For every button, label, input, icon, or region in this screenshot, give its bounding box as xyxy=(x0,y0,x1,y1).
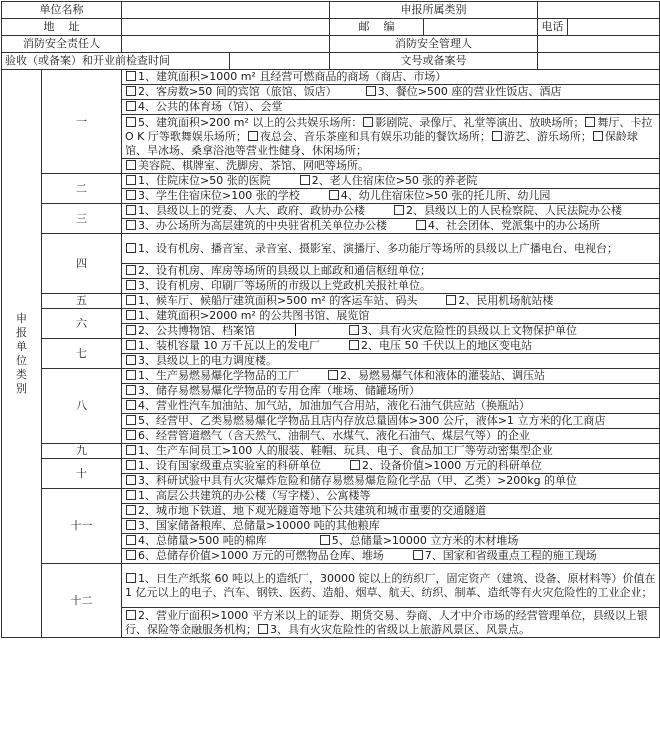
category-value[interactable] xyxy=(538,2,660,19)
category-11-row-3: 3、国家储备粮库、总储量>10000 吨的其他粮库 xyxy=(122,519,660,534)
category-8-row-3: 4、营业性汽车加油站、加气站，加油加气合用站，液化石油气供应站（换瓶站） xyxy=(122,399,660,414)
phone-value[interactable] xyxy=(568,19,660,36)
inspection-time-label: 验收（或备案）和开业前检查时间 xyxy=(2,53,230,70)
checkbox[interactable] xyxy=(126,101,136,111)
category-8-row-2: 3、储存易燃易爆化学物品的专用仓库（堆场、储罐场所） xyxy=(122,384,660,399)
fire-manager-label: 消防安全管理人 xyxy=(330,36,538,53)
inspection-time-value[interactable] xyxy=(230,53,330,70)
checkbox[interactable] xyxy=(258,624,268,634)
category-3-row-1: 1、县级以上的党委、人大、政府、政协办公楼 2、县级以上的人民检察院、人民法院办公楼 xyxy=(122,204,660,219)
checkbox[interactable] xyxy=(126,430,136,440)
side-label: 申 报 单 位 类 别 xyxy=(2,70,42,638)
checkbox[interactable] xyxy=(320,535,330,545)
category-7-label: 七 xyxy=(42,339,122,369)
checkbox[interactable] xyxy=(126,160,136,170)
checkbox[interactable] xyxy=(413,550,423,560)
category-8-row-1: 1、生产易燃易爆化学物品的工厂 2、易燃易爆气体和液体的灌装站、调压站 xyxy=(122,369,660,384)
doc-no-label: 文号或备案号 xyxy=(330,53,538,70)
category-11-row-5: 6、总储存价值>1000 万元的可燃物品仓库、堆场 7、国家和省级重点工程的施工现场 xyxy=(122,549,660,564)
category-10-row-1: 1、设有国家级重点实验室的科研单位 2、设备价值>1000 万元的科研单位 xyxy=(122,459,660,474)
checkbox[interactable] xyxy=(492,131,502,141)
checkbox[interactable] xyxy=(593,131,603,141)
category-2-row-2: 3、学生住宿床位>100 张的学校 4、幼儿住宿床位>50 张的托儿所、幼儿园 xyxy=(122,189,660,204)
checkbox[interactable] xyxy=(126,415,136,425)
checkbox[interactable] xyxy=(329,190,339,200)
checkbox[interactable] xyxy=(446,295,456,305)
category-7-row-2: 3、县级以上的电力调度楼。 xyxy=(122,354,660,369)
category-8-label: 八 xyxy=(42,369,122,444)
fire-safety-registration-form xyxy=(1,1,659,638)
checkbox[interactable] xyxy=(126,265,136,275)
category-1-row-1: 1、建筑面积>1000 m² 且经营可燃商品的商场（商店、市场） xyxy=(122,70,660,85)
category-11-label: 十一 xyxy=(42,489,122,564)
fire-responsible-label: 消防安全责任人 xyxy=(2,36,122,53)
category-6-row-1: 1、建筑面积>2000 m² 的公共图书馆、展览馆 xyxy=(122,309,660,324)
checkbox[interactable] xyxy=(126,535,136,545)
checkbox[interactable] xyxy=(126,243,136,253)
text-cursor xyxy=(295,324,296,336)
category-2-label: 二 xyxy=(42,174,122,204)
checkbox[interactable] xyxy=(126,310,136,320)
category-8-row-4: 5、经营甲、乙类易燃易爆化学物品且店内存放总量固体>300 公斤，液体>1 立方米的化工商店 xyxy=(122,414,660,429)
checkbox[interactable] xyxy=(126,86,136,96)
category-7-row-1: 1、装机容量 10 万千瓦以上的发电厂 2、电压 50 千伏以上的地区变电站 xyxy=(122,339,660,354)
checkbox[interactable] xyxy=(126,385,136,395)
fire-manager-value[interactable] xyxy=(538,36,660,53)
checkbox[interactable] xyxy=(126,355,136,365)
checkbox[interactable] xyxy=(126,520,136,530)
category-9-label: 九 xyxy=(42,444,122,459)
checkbox[interactable] xyxy=(126,475,136,485)
category-1-label: 一 xyxy=(42,70,122,174)
checkbox[interactable] xyxy=(126,175,136,185)
category-10-label: 十 xyxy=(42,459,122,489)
checkbox[interactable] xyxy=(328,370,338,380)
category-3-row-2: 3、办公场所为高层建筑的中央驻省机关单位办公楼 4、社会团体、党派集中的办公场所 xyxy=(122,219,660,234)
checkbox[interactable] xyxy=(126,370,136,380)
checkbox[interactable] xyxy=(126,325,136,335)
form-table xyxy=(1,1,660,638)
checkbox[interactable] xyxy=(366,86,376,96)
address-label: 地 址 xyxy=(2,19,122,36)
category-4-row-3: 3、设有机房、印刷厂等场所的市级以上党政机关报社单位。 xyxy=(122,279,660,294)
category-label: 申报所属类别 xyxy=(330,2,538,19)
category-6-label: 六 xyxy=(42,309,122,339)
category-10-row-2: 3、科研试验中具有火灾爆炸危险和储存易燃易爆危险化学品（甲、乙类）>200kg 的单位 xyxy=(122,474,660,489)
address-value[interactable] xyxy=(122,19,330,36)
category-11-row-2: 2、城市地下铁道、地下观光隧道等地下公共建筑和城市重要的交通隧道 xyxy=(122,504,660,519)
category-11-row-1: 1、高层公共建筑的办公楼（写字楼）、公寓楼等 xyxy=(122,489,660,504)
checkbox[interactable] xyxy=(126,117,136,127)
category-11-row-4: 4、总储量>500 吨的棉库 5、总储量>10000 立方米的木材堆场 xyxy=(122,534,660,549)
category-1-row-2: 2、客房数>50 间的宾馆（旅馆、饭店） 3、餐位>500 座的营业性饭店、酒店 xyxy=(122,85,660,100)
checkbox[interactable] xyxy=(363,117,373,127)
checkbox[interactable] xyxy=(349,325,359,335)
checkbox[interactable] xyxy=(126,460,136,470)
postal-label: 邮 编 xyxy=(330,19,424,36)
fire-responsible-value[interactable] xyxy=(122,36,330,53)
category-6-row-2: 2、公共博物馆、档案馆 3、具有火灾危险性的县级以上文物保护单位 xyxy=(122,324,660,339)
checkbox[interactable] xyxy=(126,220,136,230)
checkbox[interactable] xyxy=(126,490,136,500)
category-5-label: 五 xyxy=(42,294,122,309)
category-12-label: 十二 xyxy=(42,564,122,638)
checkbox[interactable] xyxy=(585,117,595,127)
category-5-row-1: 1、候车厅、候船厅建筑面积>500 m² 的客运车站、码头 2、民用机场航站楼 xyxy=(122,294,660,309)
category-12-row-1: 1、日生产纸浆 60 吨以上的造纸厂，30000 锭以上的纺织厂，固定资产（建筑、设备、原材料等）价值在 1 亿元以上的电子、汽车、钢铁、医药、造船、烟草、航天、纺织、制革、造纸等有火灾危险性的工业企业； xyxy=(122,564,660,608)
category-8-row-5: 6、经营管道燃气（含天然气、油制气、水煤气、液化石油气、煤层气等）的企业 xyxy=(122,429,660,444)
checkbox[interactable] xyxy=(126,280,136,290)
checkbox[interactable] xyxy=(394,205,404,215)
category-2-row-1: 1、住院床位>50 张的医院 2、老人住宿床位>50 张的养老院 xyxy=(122,174,660,189)
category-4-row-1: 1、设有机房、播音室、录音室、摄影室、演播厅、多功能厅等场所的县级以上广播电台、电视台； xyxy=(122,234,660,264)
unit-name-value[interactable] xyxy=(122,2,330,19)
checkbox[interactable] xyxy=(350,460,360,470)
category-3-label: 三 xyxy=(42,204,122,234)
checkbox[interactable] xyxy=(126,573,136,583)
checkbox[interactable] xyxy=(126,505,136,515)
checkbox[interactable] xyxy=(126,445,136,455)
doc-no-value[interactable] xyxy=(538,53,660,70)
checkbox[interactable] xyxy=(349,340,359,350)
checkbox[interactable] xyxy=(126,71,136,81)
checkbox[interactable] xyxy=(126,205,136,215)
checkbox[interactable] xyxy=(416,220,426,230)
category-1-row-5: 美容院、棋牌室、洗脚房、茶馆、网吧等场所。 xyxy=(122,159,660,174)
phone-label: 电话 xyxy=(538,19,568,36)
checkbox[interactable] xyxy=(126,400,136,410)
unit-name-label: 单位名称 xyxy=(2,2,122,19)
category-1-row-3: 4、公共的体育场（馆）、会堂 xyxy=(122,100,660,115)
postal-value[interactable] xyxy=(424,19,538,36)
checkbox[interactable] xyxy=(300,175,310,185)
category-1-row-4: 5、建筑面积>200 m² 以上的公共娱乐场所： 影剧院、录像厅、礼堂等演出、放映场所； 舞厅、卡拉 O K 厅等歌舞娱乐场所； 夜总会、音乐茶座和具有娱乐功能的餐饮场所； 游艺、游乐场所； 保龄球馆、旱冰场、桑拿浴池等营业性健身、休闲场所； xyxy=(122,115,660,159)
category-12-row-2: 2、营业厅面积>1000 平方米以上的证券、期货交易、券商、人才中介市场的经营管理单位，县级以上银行、保险等金融服务机构； 3、具有火灾危险性的省级以上旅游风景区、风景点。 xyxy=(122,608,660,638)
category-9-row-1: 1、生产车间员工>100 人的服装、鞋帽、玩具、电子、食品加工厂等劳动密集型企业 xyxy=(122,444,660,459)
checkbox[interactable] xyxy=(126,295,136,305)
category-4-label: 四 xyxy=(42,234,122,294)
checkbox[interactable] xyxy=(126,610,136,620)
checkbox[interactable] xyxy=(126,190,136,200)
category-4-row-2: 2、设有机房、库房等场所的县级以上邮政和通信枢纽单位； xyxy=(122,264,660,279)
checkbox[interactable] xyxy=(248,131,258,141)
checkbox[interactable] xyxy=(126,550,136,560)
checkbox[interactable] xyxy=(126,340,136,350)
